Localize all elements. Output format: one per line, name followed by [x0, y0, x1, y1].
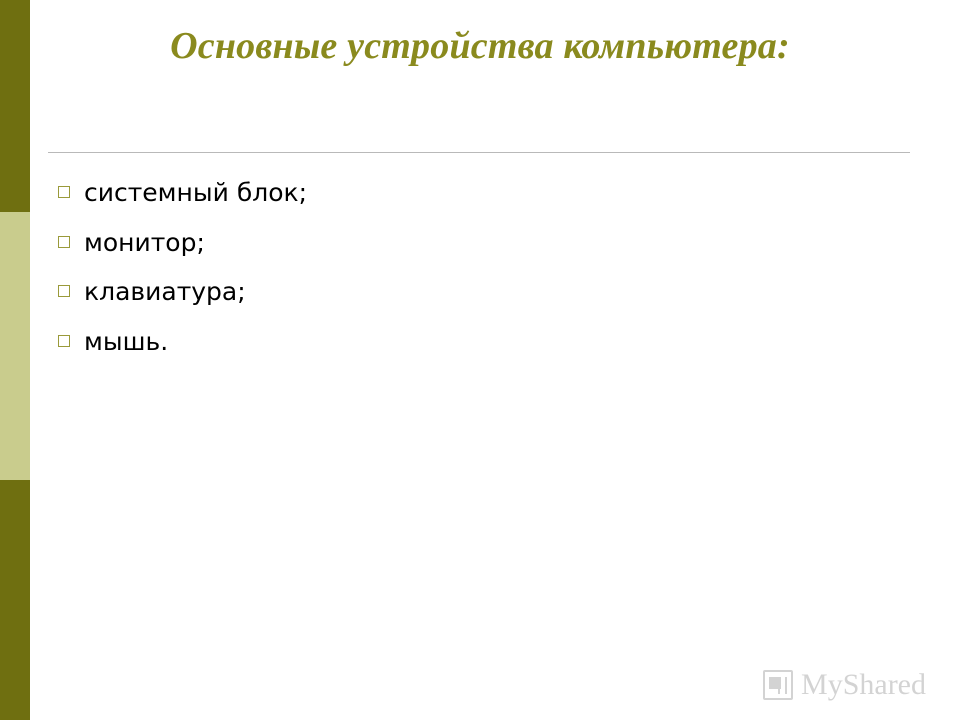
square-bullet-icon [58, 325, 84, 347]
list-item [58, 275, 878, 310]
left-decoration-bar [0, 0, 30, 720]
watermark [763, 668, 926, 702]
list-item-label: мышь. [84, 326, 169, 356]
square-bullet-icon [58, 275, 84, 297]
myshared-logo-icon [763, 670, 793, 700]
slide-title: Основные устройства компьютера: [170, 25, 790, 67]
stripe-segment-middle [0, 212, 30, 480]
list-item [58, 325, 878, 360]
list-item-label: системный блок; [84, 178, 308, 207]
slide-title-block [48, 22, 912, 71]
list-item-label: клавиатура; [84, 277, 246, 306]
watermark-label: MyShared [801, 668, 926, 701]
list-item-label: монитор; [84, 227, 205, 257]
list-item [58, 176, 878, 211]
square-bullet-icon [58, 226, 84, 248]
list-item [58, 226, 878, 261]
stripe-segment-top [0, 0, 30, 212]
title-divider [48, 152, 910, 153]
square-bullet-icon [58, 176, 84, 198]
stripe-segment-bottom [0, 480, 30, 720]
bullet-list [58, 176, 878, 374]
